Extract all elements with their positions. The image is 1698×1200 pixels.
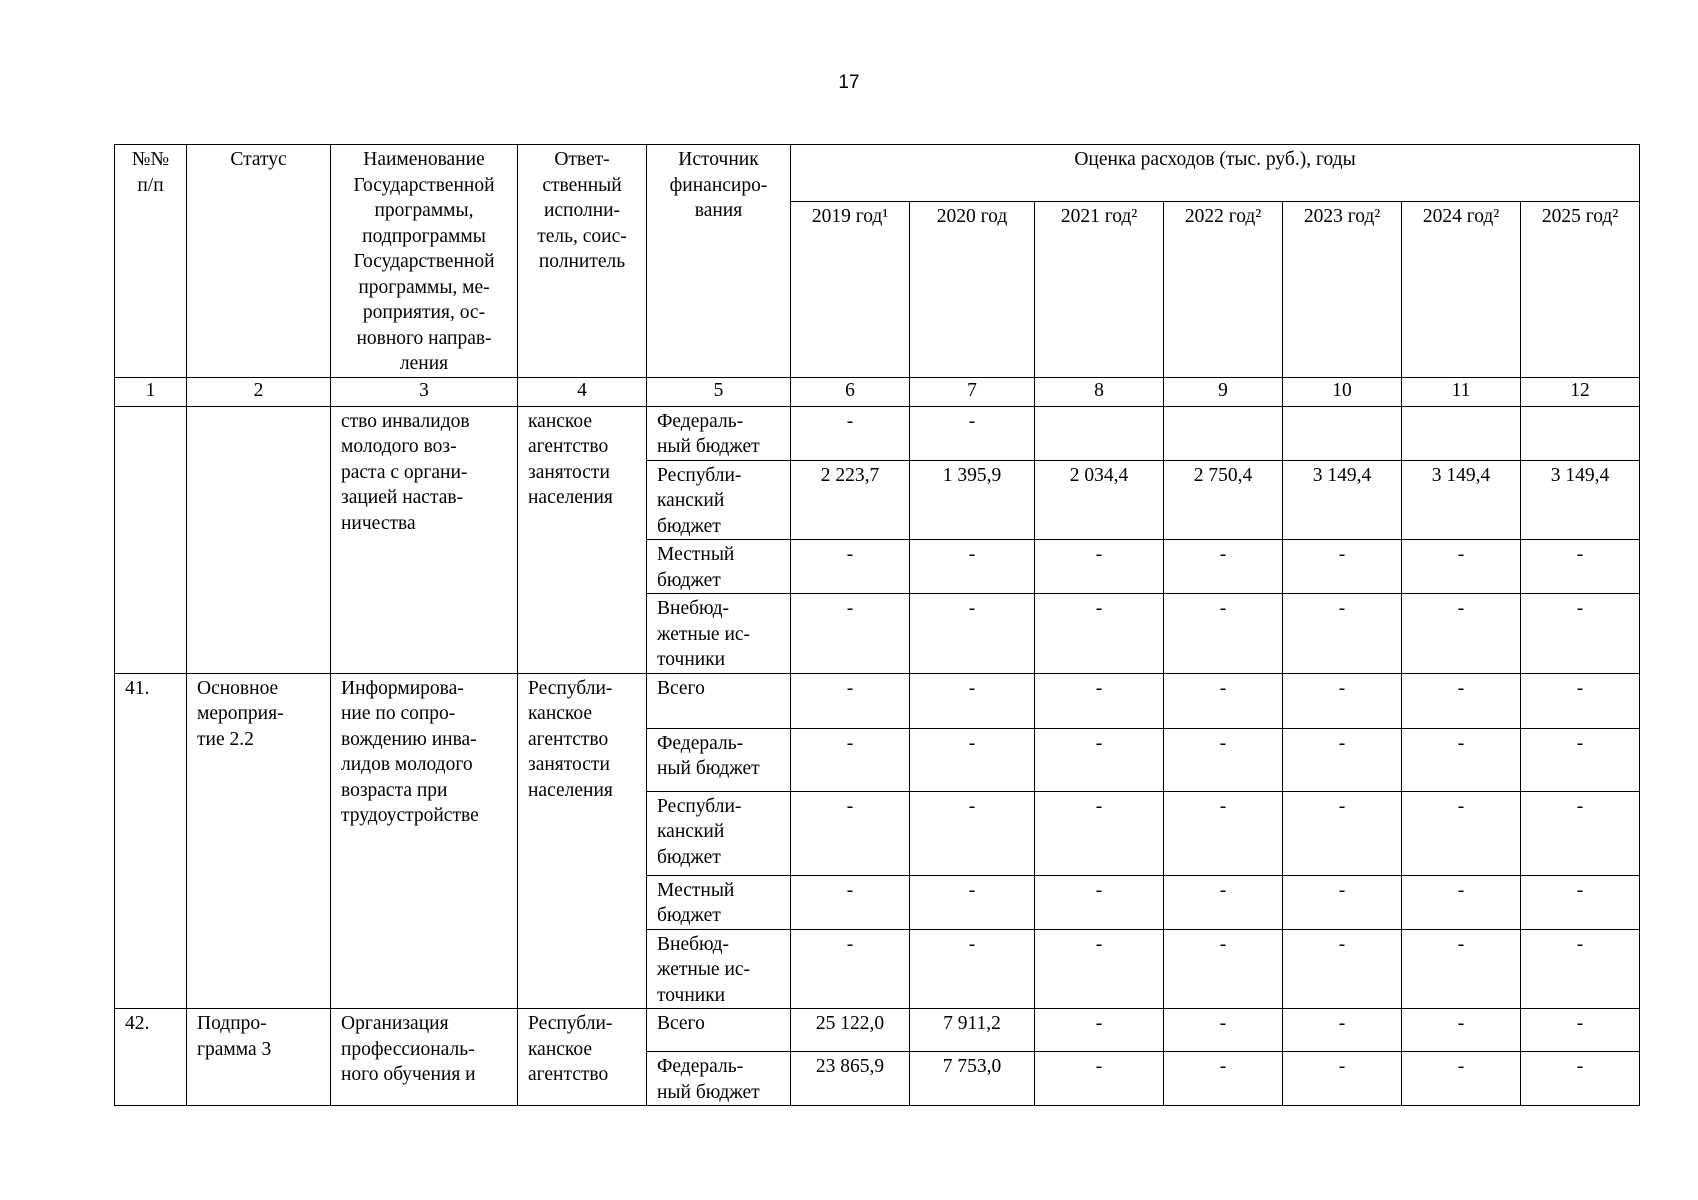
value-cell: - bbox=[791, 791, 910, 875]
table-header bbox=[115, 145, 1640, 407]
source-cell: Местный бюджет bbox=[647, 875, 791, 929]
value-cell: - bbox=[1164, 791, 1283, 875]
source-cell: Местный бюджет bbox=[647, 540, 791, 594]
source-cell: Всего bbox=[647, 673, 791, 728]
column-number: 8 bbox=[1035, 377, 1164, 406]
value-cell: - bbox=[1402, 540, 1521, 594]
value-cell: - bbox=[1035, 875, 1164, 929]
value-cell: 3 149,4 bbox=[1402, 460, 1521, 540]
column-number: 11 bbox=[1402, 377, 1521, 406]
value-cell: - bbox=[791, 673, 910, 728]
value-cell: - bbox=[1164, 673, 1283, 728]
value-cell: - bbox=[1035, 673, 1164, 728]
header-name: Наименование Государственной программы, подпрограммы Государственной программы, ме- роприятия, ос- новного направ- ления bbox=[331, 145, 518, 378]
row-number-cell: 42. bbox=[115, 1009, 187, 1106]
source-cell: Республи- канский бюджет bbox=[647, 791, 791, 875]
source-cell: Внебюд- жетные ис- точники bbox=[647, 929, 791, 1009]
expenses-table bbox=[114, 144, 1640, 1106]
header-year: 2023 год² bbox=[1283, 202, 1402, 377]
value-cell: 2 750,4 bbox=[1164, 460, 1283, 540]
value-cell: - bbox=[910, 728, 1035, 791]
value-cell: 3 149,4 bbox=[1521, 460, 1640, 540]
header-expenses: Оценка расходов (тыс. руб.), годы bbox=[791, 145, 1640, 202]
value-cell: - bbox=[910, 929, 1035, 1009]
value-cell: - bbox=[1164, 728, 1283, 791]
header-source: Источник финансиро- вания bbox=[647, 145, 791, 378]
value-cell: - bbox=[1402, 1052, 1521, 1106]
value-cell bbox=[1164, 406, 1283, 460]
source-cell: Федераль- ный бюджет bbox=[647, 728, 791, 791]
value-cell: - bbox=[910, 875, 1035, 929]
row-number-cell bbox=[115, 406, 187, 673]
value-cell: - bbox=[1521, 791, 1640, 875]
value-cell: - bbox=[1164, 540, 1283, 594]
column-numbers-row bbox=[115, 377, 1640, 406]
header-responsible: Ответ- ственный исполни- тель, соис- полнитель bbox=[518, 145, 647, 378]
table-row bbox=[115, 673, 1640, 728]
value-cell: - bbox=[1402, 929, 1521, 1009]
value-cell: - bbox=[1283, 1052, 1402, 1106]
column-number: 2 bbox=[187, 377, 331, 406]
value-cell bbox=[1402, 406, 1521, 460]
value-cell: - bbox=[1283, 540, 1402, 594]
column-number: 1 bbox=[115, 377, 187, 406]
value-cell: - bbox=[1035, 594, 1164, 674]
status-cell: Основное мероприя- тие 2.2 bbox=[187, 673, 331, 1009]
value-cell: 2 034,4 bbox=[1035, 460, 1164, 540]
source-cell: Федераль- ный бюджет bbox=[647, 406, 791, 460]
value-cell: - bbox=[791, 406, 910, 460]
value-cell: - bbox=[1164, 1009, 1283, 1052]
value-cell: - bbox=[910, 406, 1035, 460]
value-cell bbox=[1521, 406, 1640, 460]
status-cell: Подпро- грамма 3 bbox=[187, 1009, 331, 1106]
column-number: 4 bbox=[518, 377, 647, 406]
value-cell: 1 395,9 bbox=[910, 460, 1035, 540]
value-cell: - bbox=[1521, 1052, 1640, 1106]
value-cell: - bbox=[1402, 791, 1521, 875]
value-cell: - bbox=[1283, 875, 1402, 929]
header-year: 2019 год¹ bbox=[791, 202, 910, 377]
value-cell: - bbox=[1283, 673, 1402, 728]
source-cell: Федераль- ный бюджет bbox=[647, 1052, 791, 1106]
responsible-cell: Республи- канское агентство bbox=[518, 1009, 647, 1106]
value-cell: - bbox=[1035, 929, 1164, 1009]
value-cell: - bbox=[1402, 594, 1521, 674]
value-cell: - bbox=[1521, 540, 1640, 594]
value-cell: - bbox=[1164, 929, 1283, 1009]
value-cell: - bbox=[1521, 594, 1640, 674]
value-cell: - bbox=[791, 594, 910, 674]
source-cell: Всего bbox=[647, 1009, 791, 1052]
value-cell: - bbox=[1283, 1009, 1402, 1052]
source-cell: Внебюд- жетные ис- точники bbox=[647, 594, 791, 674]
value-cell: - bbox=[1035, 791, 1164, 875]
value-cell: - bbox=[1521, 929, 1640, 1009]
header-number: №№ п/п bbox=[115, 145, 187, 378]
header-year: 2022 год² bbox=[1164, 202, 1283, 377]
table-row bbox=[115, 1009, 1640, 1052]
value-cell: 2 223,7 bbox=[791, 460, 910, 540]
value-cell: - bbox=[910, 594, 1035, 674]
table-body bbox=[115, 406, 1640, 1106]
value-cell: - bbox=[1402, 728, 1521, 791]
header-year: 2020 год bbox=[910, 202, 1035, 377]
value-cell: 7 911,2 bbox=[910, 1009, 1035, 1052]
column-number: 6 bbox=[791, 377, 910, 406]
value-cell: - bbox=[1283, 594, 1402, 674]
column-number: 12 bbox=[1521, 377, 1640, 406]
name-cell: Организация профессиональ- ного обучения и bbox=[331, 1009, 518, 1106]
value-cell: - bbox=[1402, 673, 1521, 728]
name-cell: ство инвалидов молодого воз- раста с органи- зацией настав- ничества bbox=[331, 406, 518, 673]
value-cell: - bbox=[910, 673, 1035, 728]
responsible-cell: канское агентство занятости населения bbox=[518, 406, 647, 673]
header-year: 2025 год² bbox=[1521, 202, 1640, 377]
value-cell: - bbox=[791, 728, 910, 791]
value-cell: 25 122,0 bbox=[791, 1009, 910, 1052]
value-cell: - bbox=[910, 540, 1035, 594]
value-cell: - bbox=[1164, 594, 1283, 674]
value-cell: 23 865,9 bbox=[791, 1052, 910, 1106]
value-cell bbox=[1283, 406, 1402, 460]
value-cell: - bbox=[1035, 1052, 1164, 1106]
table-row bbox=[115, 406, 1640, 460]
column-number: 5 bbox=[647, 377, 791, 406]
value-cell: - bbox=[1521, 875, 1640, 929]
value-cell: - bbox=[1164, 875, 1283, 929]
value-cell: - bbox=[1283, 929, 1402, 1009]
value-cell: - bbox=[1521, 1009, 1640, 1052]
header-year: 2024 год² bbox=[1402, 202, 1521, 377]
value-cell: - bbox=[791, 540, 910, 594]
row-number-cell: 41. bbox=[115, 673, 187, 1009]
value-cell: 7 753,0 bbox=[910, 1052, 1035, 1106]
value-cell bbox=[1035, 406, 1164, 460]
value-cell: - bbox=[1035, 728, 1164, 791]
name-cell: Информирова- ние по сопро- вождению инва- лидов молодого возраста при трудоустройстве bbox=[331, 673, 518, 1009]
value-cell: - bbox=[791, 875, 910, 929]
header-year: 2021 год² bbox=[1035, 202, 1164, 377]
page-number: 17 bbox=[838, 72, 860, 93]
status-cell bbox=[187, 406, 331, 673]
value-cell: - bbox=[1402, 875, 1521, 929]
value-cell: - bbox=[1402, 1009, 1521, 1052]
value-cell: 3 149,4 bbox=[1283, 460, 1402, 540]
value-cell: - bbox=[910, 791, 1035, 875]
column-number: 10 bbox=[1283, 377, 1402, 406]
value-cell: - bbox=[1521, 728, 1640, 791]
column-number: 7 bbox=[910, 377, 1035, 406]
value-cell: - bbox=[1035, 1009, 1164, 1052]
header-status: Статус bbox=[187, 145, 331, 378]
responsible-cell: Республи- канское агентство занятости населения bbox=[518, 673, 647, 1009]
value-cell: - bbox=[1035, 540, 1164, 594]
value-cell: - bbox=[1283, 728, 1402, 791]
column-number: 9 bbox=[1164, 377, 1283, 406]
value-cell: - bbox=[791, 929, 910, 1009]
value-cell: - bbox=[1164, 1052, 1283, 1106]
source-cell: Республи- канский бюджет bbox=[647, 460, 791, 540]
value-cell: - bbox=[1521, 673, 1640, 728]
column-number: 3 bbox=[331, 377, 518, 406]
value-cell: - bbox=[1283, 791, 1402, 875]
